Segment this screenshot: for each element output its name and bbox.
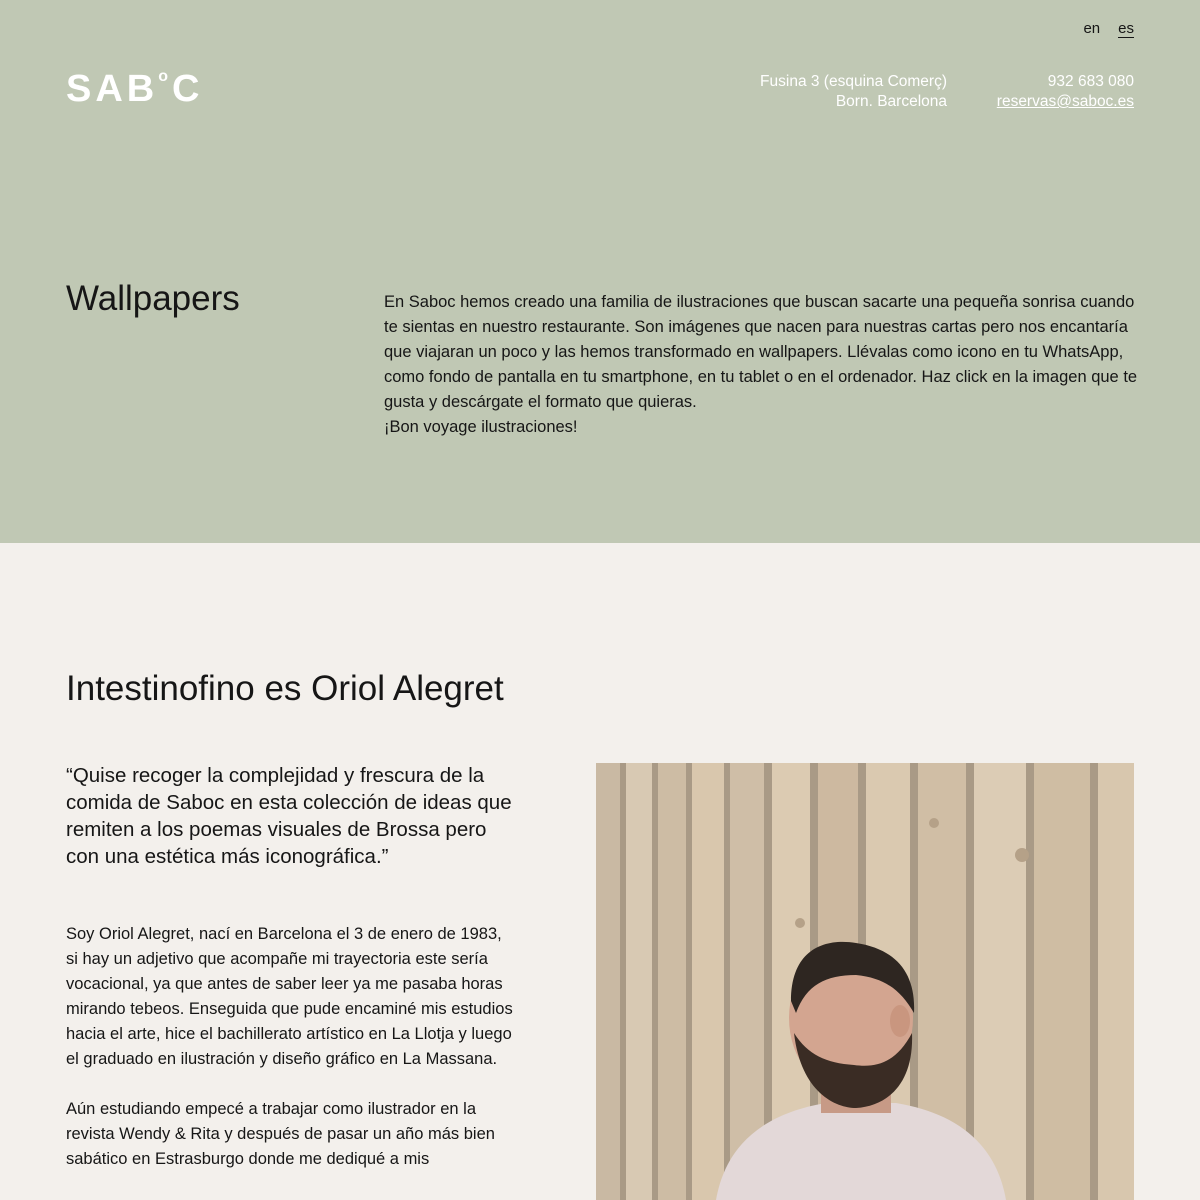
portrait-illustration <box>596 763 1134 1200</box>
lang-en-link[interactable]: en <box>1083 20 1101 37</box>
email-link[interactable]: reservas@saboc.es <box>996 93 1134 110</box>
bio-paragraph-2: Aún estudiando empecé a trabajar como ilustrador en la revista Wendy & Rita y después de pasar un año más bien sabático en Estrasburgo donde me dediqué a mis <box>66 1100 495 1168</box>
artist-title: Intestinofino es Oriol Alegret <box>66 669 504 708</box>
address-line-1: Fusina 3 (esquina Comerç) <box>760 73 947 90</box>
language-switcher <box>1083 20 1134 38</box>
artist-bio <box>66 922 516 1197</box>
artist-quote: “Quise recoger la complejidad y frescura de la comida de Saboc en esta colección de ideas que remiten a los poemas visuales de Brossa pero con una estética más iconográfica.” <box>66 764 512 868</box>
wallpapers-description <box>384 290 1144 440</box>
contact-info <box>997 72 1134 112</box>
lang-es-link[interactable]: es <box>1118 20 1134 37</box>
bio-paragraph-1: Soy Oriol Alegret, nací en Barcelona el 3 de enero de 1983, si hay un adjetivo que acompañe mi trayectoria este sería vocacional, ya que antes de saber leer ya me pasaba horas mirando tebeos. Enseguida que pude encaminé mis estudios hacia el arte, hice el bachillerato artístico en La Llotja y luego el graduado en ilustración y diseño gráfico en La Massana. <box>66 925 513 1068</box>
wallpapers-body-end: ¡Bon voyage ilustraciones! <box>384 418 578 436</box>
wallpapers-title: Wallpapers <box>66 279 240 318</box>
portrait-photo <box>596 763 1134 1200</box>
address <box>760 72 947 112</box>
saboc-logo[interactable]: SAB$^o$C <box>66 68 204 110</box>
header-section <box>0 0 1200 543</box>
wallpapers-body: En Saboc hemos creado una familia de ilustraciones que buscan sacarte una pequeña sonrisa cuando te sientas en nuestro restaurante. Son imágenes que nacen para nuestras cartas pero nos encantaría que viajaran un poco y las hemos transformado en wallpapers. Llévalas como icono en tu WhatsApp, como fondo de pantalla en tu smartphone, en tu tablet o en el ordenador. Haz click en la imagen que te gusta y descárgate el formato que quieras. <box>384 293 1138 411</box>
address-line-2: Born. Barcelona <box>835 93 947 110</box>
phone-number[interactable]: 932 683 080 <box>1047 73 1134 90</box>
